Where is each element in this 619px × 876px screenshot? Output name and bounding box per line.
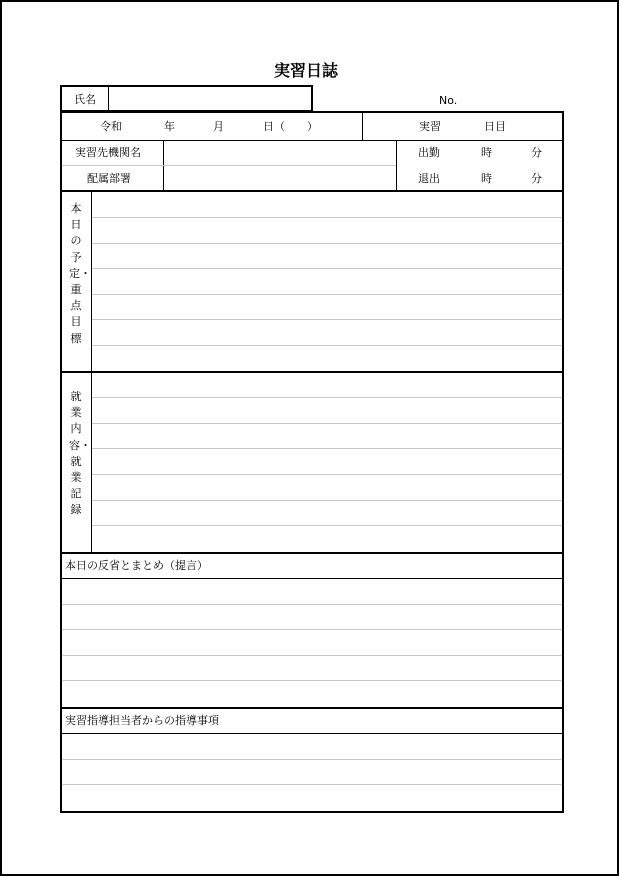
year-label: 年 — [164, 120, 175, 133]
guidance-section-label: 実習指導担当者からの指導事項 — [65, 714, 219, 727]
dept-label: 配属部署 — [87, 172, 131, 185]
name-label: 氏名 — [74, 93, 96, 106]
number-label: No. — [439, 94, 458, 107]
clock-in-hour-label: 時 — [481, 146, 492, 159]
practice-label: 実習 — [419, 120, 441, 133]
nth-day-label: 日目 — [484, 120, 506, 133]
day-label: 日（ ） — [263, 120, 318, 133]
journal-table — [60, 111, 564, 813]
clock-in-minute-label: 分 — [531, 146, 542, 159]
org-label: 実習先機関名 — [75, 146, 141, 159]
clock-out-label: 退出 — [418, 172, 440, 185]
clock-in-label: 出勤 — [418, 146, 440, 159]
work-section-label: 就業内容・就業記録 — [69, 390, 91, 517]
plan-section-label: 本日の予定・重点目標 — [69, 202, 91, 345]
clock-out-minute-label: 分 — [531, 172, 542, 185]
era-label: 令和 — [100, 120, 122, 133]
month-label: 月 — [213, 120, 224, 133]
page-title: 実習日誌 — [274, 61, 339, 80]
reflection-section-label: 本日の反省とまとめ（提言） — [65, 559, 208, 572]
clock-out-hour-label: 時 — [481, 172, 492, 185]
name-box — [60, 85, 313, 112]
